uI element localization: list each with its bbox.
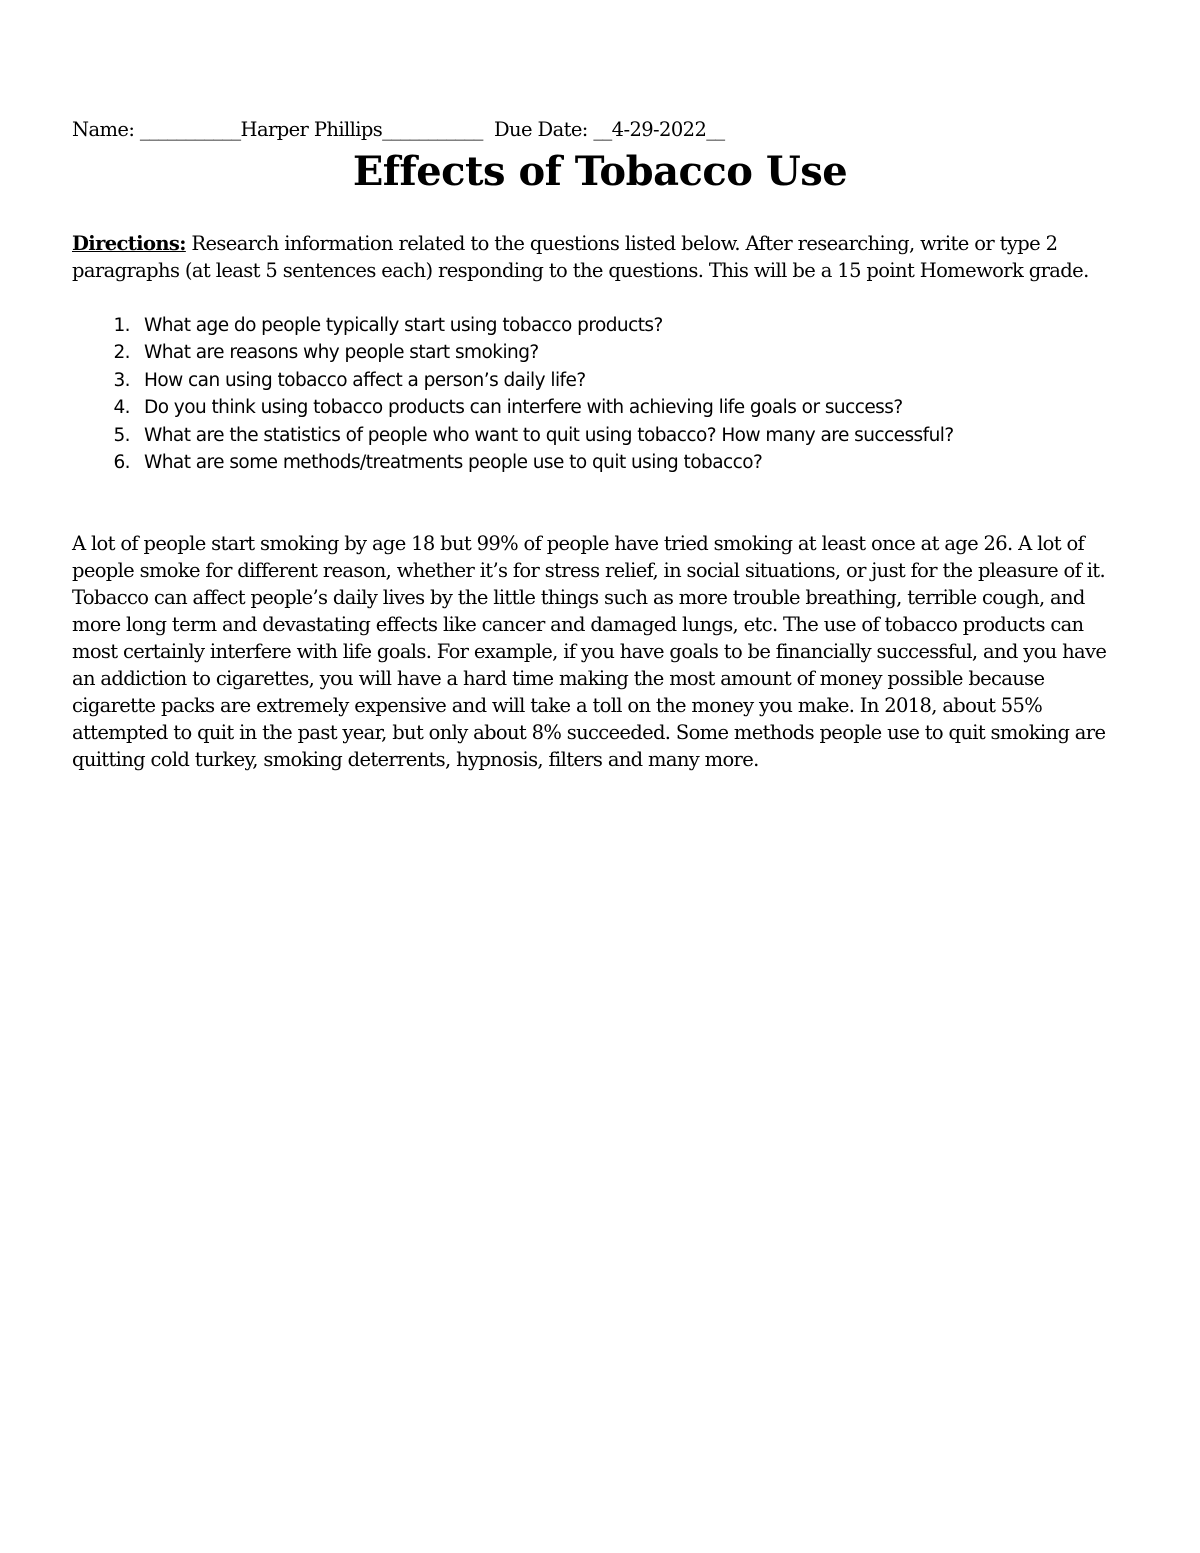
question-number: 5. [113, 424, 130, 446]
question-number: 4. [113, 397, 130, 419]
question-list [72, 312, 1142, 476]
page-title: Effects of Tobacco Use [352, 148, 848, 195]
question-number: 3. [113, 369, 130, 391]
question-item [72, 449, 1142, 476]
question-number: 1. [113, 315, 130, 336]
directions-label: Directions: [72, 232, 186, 255]
question-item [72, 367, 1142, 394]
header-line [72, 118, 1132, 142]
question-text: What are some methods/treatments people use to quit using tobacco? [144, 452, 763, 474]
due-date-label: Due Date: [482, 118, 588, 141]
question-text: What are reasons why people start smoking? [144, 342, 539, 364]
name-label: Name: [72, 118, 135, 141]
question-text: What are the statistics of people who want to quit using tobacco? How many are successful? [144, 424, 954, 446]
question-text: Do you think using tobacco products can interfere with achieving life goals or success? [144, 397, 903, 419]
question-number: 6. [113, 452, 130, 474]
question-text: What age do people typically start using tobacco products? [144, 315, 663, 336]
question-number: 2. [113, 342, 130, 364]
due-date-value: __4-29-2022__ [587, 118, 725, 141]
question-item [72, 422, 1142, 449]
answer-paragraph: A lot of people start smoking by age 18 but 99% of people have tried smoking at least once at age 26. A lot of people smoke for different reason, whether it’s for stress relief, in social situations, or just for the pleasure of it. Tobacco can affect people’s daily lives by the little things such as more trouble breathing, terrible cough, and more long term and devastating effects like cancer and damaged lungs, etc. The use of tobacco products can most certainly interfere with life goals. For example, if you have goals to be financially successful, and you have an addiction to cigarettes, you will have a hard time making the most amount of money possible because cigarette packs are extremely expensive and will take a toll on the money you make. In 2018, about 55% attempted to quit in the past year, but only about 8% succeeded. Some methods people use to quit smoking are quitting cold turkey, smoking deterrents, hypnosis, filters and many more. [72, 532, 1107, 771]
directions-text: Research information related to the questions listed below. After researching, write or type 2 paragraphs (at least 5 sentences each) responding to the questions. This will be a 15 point Homework grade. [72, 232, 1089, 282]
directions-paragraph [72, 230, 1142, 284]
question-item [72, 312, 1142, 339]
question-item [72, 339, 1142, 366]
question-item [72, 394, 1142, 421]
name-value: ___________Harper Phillips___________ [134, 118, 483, 141]
question-text: How can using tobacco affect a person’s daily life? [144, 369, 586, 391]
